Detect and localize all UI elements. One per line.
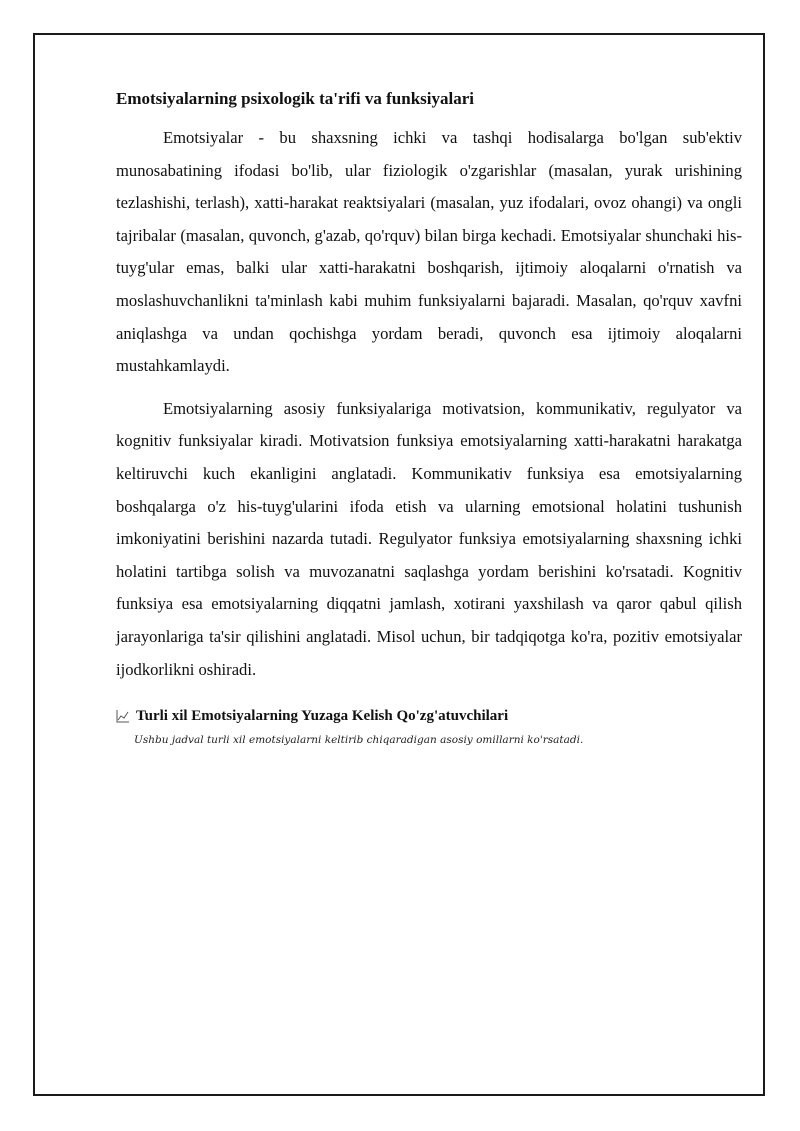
section-heading: Emotsiyalarning psixologik ta'rifi va funksiyalari — [116, 89, 474, 108]
paragraph-definition: Emotsiyalar - bu shaxsning ichki va tashqi hodisalarga bo'lgan sub'ektiv munosabatining ifodasi bo'lib, ular fiziologik o'zgarishlar (masalan, yurak urishining tezlashishi, terlash), xatti-harakat reaktsiyalari (masalan, yuz ifodalari, ovoz ohangi) va ongli tajribalar (masalan, quvonch, g'azab, qo'rquv) bilan birga kechadi. Emotsiyalar shunchaki his-tuyg'ular emas, balki ular xatti-harakatni boshqarish, ijtimoiy aloqalarni o'rnatish va moslashuvchanlikni ta'minlash kabi muhim funksiyalarni bajaradi. Masalan, qo'rquv xavfni aniqlashga va undan qochishga yordam beradi, quvonch esa ijtimoiy aloqalarni mustahkamlaydi. — [116, 128, 742, 376]
chart-line-icon — [116, 709, 130, 723]
document-body — [116, 86, 742, 748]
table-description: Ushbu jadval turli xil emotsiyalarni keltirib chiqaradigan asosiy omillarni ko'rsatadi. — [134, 734, 584, 747]
paragraph-functions: Emotsiyalarning asosiy funksiyalariga motivatsion, kommunikativ, regulyator va kognitiv funksiyalar kiradi. Motivatsion funksiya emotsiyalarning xatti-harakatni harakatga keltiruvchi kuch ekanligini anglatadi. Kommunikativ funksiya esa emotsiyalarning boshqalarga o'z his-tuyg'ularini ifoda etish va ularning emotsional holatini tushunish imkoniyatini berishini nazarda tutadi. Regulyator funksiya emotsiyalarning shaxsning ichki holatini tartibga solish va muvozanatni saqlashga yordam berishini ko'rsatadi. Kognitiv funksiya esa emotsiyalarning diqqatni jamlash, xotirani yaxshilash va qaror qabul qilish jarayonlariga ta'sir qilishini anglatadi. Misol uchun, bir tadqiqotga ko'ra, pozitiv emotsiyalar ijodkorlikni oshiradi. — [116, 398, 742, 679]
table-title: Turli xil Emotsiyalarning Yuzaga Kelish Qo'zg'atuvchilari — [136, 708, 509, 725]
table-caption — [116, 706, 742, 726]
